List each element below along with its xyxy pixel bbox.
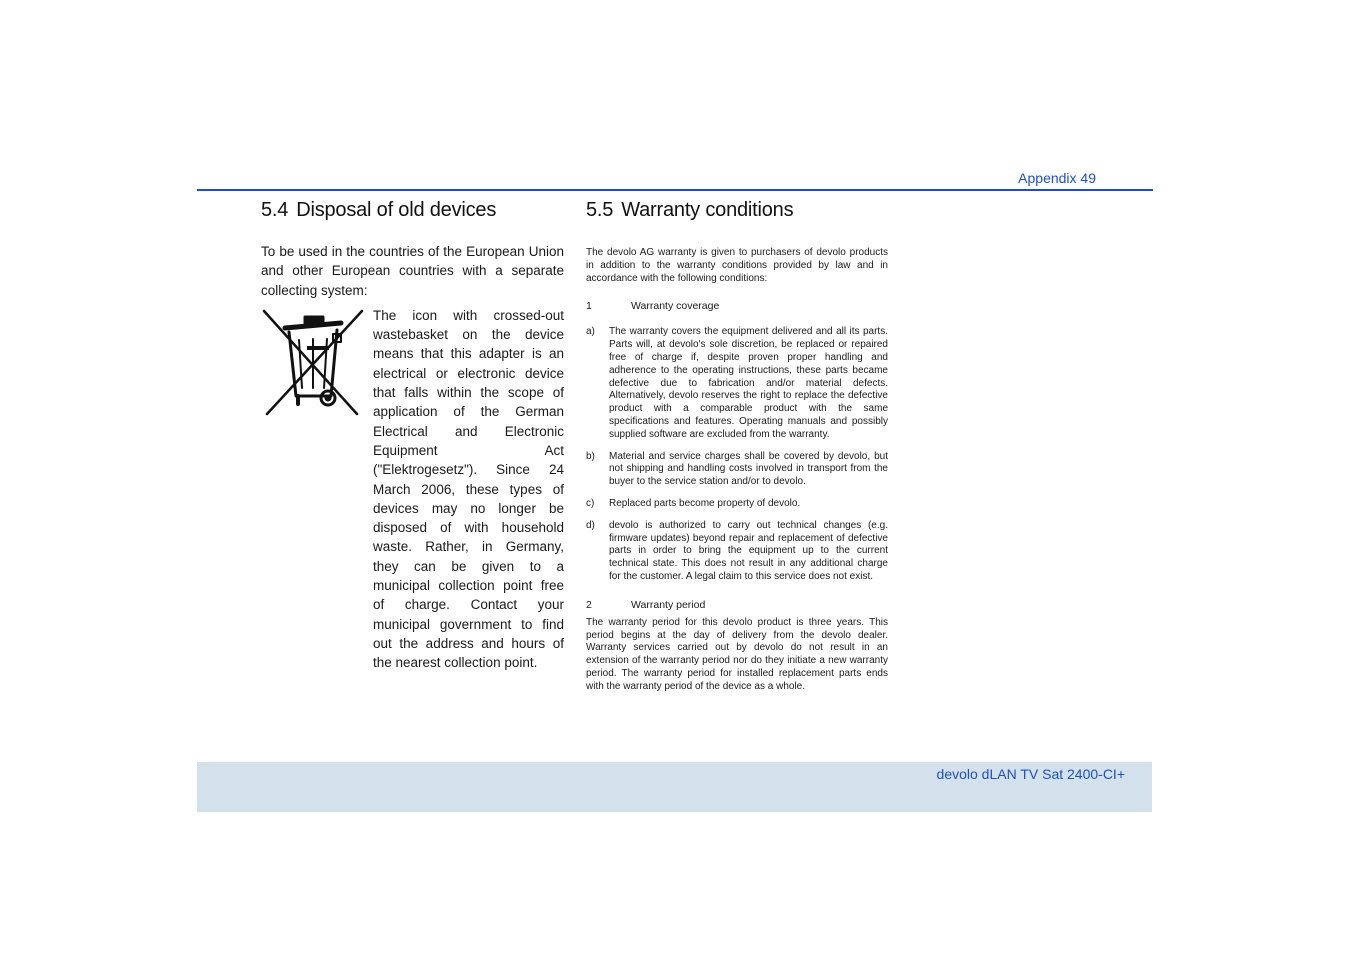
footer-product-name: devolo dLAN TV Sat 2400-CI+ [936, 766, 1125, 782]
disposal-heading [261, 199, 564, 222]
disposal-body: The icon with crossed-out wastebasket on the device means that this adapter is an electrical or electronic device that falls within the scope of application of the German Electrical and Electronic Equipment Act ("Elektrogesetz"). Since 24 March 2006, these types of devices may no longer be disposed of with household waste. Rather, in Germany, they can be given to a municipal collection point free of charge. Contact your municipal government to find out the address and hours of the nearest collection point. [373, 307, 564, 671]
warranty-heading [586, 199, 888, 222]
list-item-text: devolo is authorized to carry out technical changes (e.g. firmware updates) beyond repair and replacement of defective parts in order to bring the equipment up to the current technical state. This does not result in any additional charge for the customer. A legal claim to this service does not exist. [609, 519, 888, 582]
list-item-label: b) [586, 450, 595, 462]
warranty-intro: The devolo AG warranty is given to purchasers of devolo products in addition to the warranty conditions provided by law and in accordance with the following conditions: [586, 247, 888, 284]
disposal-intro: To be used in the countries of the European Union and other European countries with a separate collecting system: [261, 244, 564, 298]
period-title: Warranty period [631, 598, 706, 611]
period-heading [586, 599, 888, 611]
page-header-label: Appendix 49 [1018, 170, 1096, 186]
weee-block [261, 306, 564, 673]
header-rule [197, 189, 1153, 191]
disposal-heading-number: 5.4 [261, 199, 289, 221]
crossed-out-wastebasket-icon [261, 308, 365, 416]
list-item-label: d) [586, 519, 595, 531]
list-item-text: The warranty covers the equipment delivered and all its parts. Parts will, at devolo's sole discretion, be replaced or repaired free of charge if, despite proven proper handling and adherence to the operating instructions, these parts became defective due to fabrication and/or material defects. Alternatively, devolo reserves the right to replace the defective product with a comparable product with the same specifications and features. Operating manuals and possibly supplied software are excluded from the warranty. [609, 326, 888, 440]
warranty-heading-number: 5.5 [586, 199, 614, 221]
warranty-heading-title: Warranty conditions [621, 199, 794, 221]
coverage-item-c [586, 498, 888, 511]
period-number: 2 [586, 598, 592, 611]
disposal-section [261, 199, 564, 673]
footer-bar [197, 762, 1152, 812]
coverage-item-a [586, 326, 888, 441]
period-text: The warranty period for this devolo product is three years. This period begins at the day of delivery from the devolo dealer. Warranty services carried out by devolo do not result in an extension of the warranty period nor do they initiate a new warranty period. The warranty period for installed replacement parts ends with the warranty period of the device as a whole. [586, 616, 888, 692]
coverage-heading [586, 300, 888, 312]
list-item-label: a) [586, 326, 595, 338]
warranty-section [586, 199, 888, 704]
coverage-item-d [586, 520, 888, 584]
coverage-title: Warranty coverage [631, 300, 720, 313]
list-item-text: Replaced parts become property of devolo. [609, 497, 801, 509]
disposal-heading-title: Disposal of old devices [296, 199, 497, 221]
coverage-item-b [586, 451, 888, 489]
coverage-number: 1 [586, 300, 592, 313]
list-item-label: c) [586, 497, 595, 509]
list-item-text: Material and service charges shall be covered by devolo, but not shipping and handling costs involved in transport from the buyer to the service station and/or to devolo. [609, 450, 888, 488]
